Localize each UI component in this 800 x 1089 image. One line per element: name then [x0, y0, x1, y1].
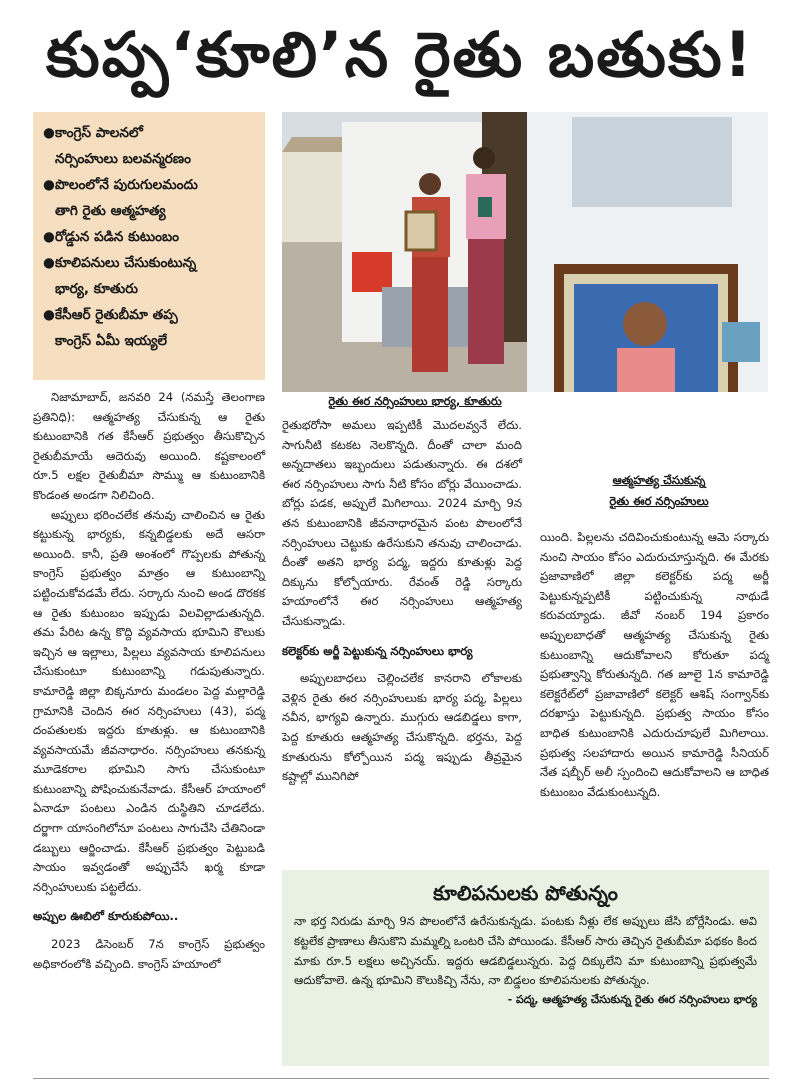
article-paragraph: 2023 డిసెంబర్ 7న కాంగ్రెస్ ప్రభుత్వం అధికారంలోకి వచ్చింది. కాంగ్రెస్ హయాంలో — [33, 937, 265, 971]
photo-illustration — [282, 112, 768, 392]
article-paragraph: నిజామాబాద్, జనవరి 24 (నమస్తే తెలంగాణ ప్రతినిధి): ఆత్మహత్య చేసుకున్న ఆ రైతు కుటుంబానికి గత కేసీఆర్ ప్రభుత్వం తీసుకొచ్చిన రైతుబీమాయే ఆదెరువు అయింది. కష్టకాలంలో రూ.5 లక్షల రైతుబీమా సొమ్ము ఆ కుటుంబానికి కొండంత అండగా నిలిచింది. — [33, 390, 265, 502]
quote-text: నా భర్త నిరుడు మార్చి 9న పొలంలోనే ఉరేసుకున్నడు. పంటకు నీళ్లు లేక అప్పులు జేసి బోర్లేసిండు. అవి కట్టలేక ప్రాణాలు తీసుకొని మమ్మల్ని ఒంటరి చేసి పోయిండు. కేసీఆర్ సారు తెచ్చిన రైతుబీమా పథకం కింద మాకు రూ.5 లక్షలు అచ్చినయ్. ఇద్దరు ఆడబిడ్డలున్నరు. పెద్ద దిక్కులేని మా కుటుంబాన్ని ప్రభుత్వమే ఆదుకోవాలె. ఉన్న భూమిని కౌలుకిచ్చి నేను, నా బిడ్డలం కూలిపనులకు పోతున్నం. — [294, 914, 757, 988]
quote-title: కూలిపనులకు పోతున్నం — [433, 881, 618, 905]
highlights-box — [33, 112, 265, 380]
news-photo — [282, 112, 768, 392]
photo-caption-family: రైతు ఈర నర్సింహులు భార్య, కూతురు — [328, 394, 502, 408]
article-subheading: కలెక్టర్‌కు అర్జీ పెట్టుకున్న నర్సింహులు భార్య — [282, 643, 473, 658]
highlight-line: ●కేసీఆర్ రైతుబీమా తప్ప — [43, 302, 257, 328]
bullet-icon: ● — [43, 125, 55, 141]
bullet-icon: ● — [43, 177, 55, 193]
article-column-1 — [33, 388, 265, 1060]
headline: కుప్ప‘కూలి’న రైతు బతుకు! — [45, 18, 755, 91]
article-paragraph: రైతుభరోసా అమలు ఇప్పటికీ మొదలవ్వనే లేదు. సాగునీటి కటకట నెలకొన్నది. దీంతో చాలా మంది అన్నదాతలు ఇబ్బందులు పడుతున్నారు. ఈ దశలో ఈర నర్సింహులు సాగు నీటి కోసం బోర్లు వేయించాడు. బోర్లు పడక, అప్పులే మిగిలాయి. 2024 మార్చి 9న తన కుటుంబానికి జీవనాధారమైన పంట పొలంలోనే నర్సింహులు చెట్టుకు ఉరేసుకుని తనువు చాలించాడు. దీంతో అతని భార్య పద్మ, ఇద్దరు కూతుళ్లు పెద్ద దిక్కును కోల్పోయారు. రేవంత్ రెడ్డి సర్కారు హయాంలోనే ఈర నర్సింహులు ఆత్మహత్య చేసుకున్నాడు. — [282, 418, 522, 628]
highlight-line: తాగి రైతు ఆత్మహత్య — [55, 203, 166, 219]
bullet-icon: ● — [43, 255, 55, 271]
article-paragraph: యింది. పిల్లలను చదివించుకుంటున్న ఆమె సర్కారు నుంచి సాయం కోసం ఎదురుచూస్తున్నది. ఈ మేరకు ప్రజావాణిలో జిల్లా కలెక్టర్‌కు పద్మ అర్జీ పెట్టుకున్నప్పటికీ పట్టించుకున్న నాథుడే కరువయ్యాడు. జీవో నంబర్ 194 ప్రకారం అప్పులబాధతో ఆత్మహత్య చేసుకున్న రైతు కుటుంబాన్ని ఆదుకోవాలని కోరుతూ పద్మ ప్రభుత్వాన్ని కోరుతున్నది. గత జూలై 1న కామారెడ్డి కలెక్టరేట్‌లో ప్రజావాణిలో కలెక్టర్ ఆశిష్ సంగ్వాన్‌కు దరఖాస్తు పెట్టుకున్నది. ప్రభుత్వ సాయం కోసం బాధిత కుటుంబానికి ఎదురుచూపులే మిగిలాయి. ప్రభుత్వ సలహాదారు అయిన కామారెడ్డి సీనియర్ నేత షబ్బీర్ అలీ స్పందించి ఆదుకోవాలని ఆ బాధిత కుటుంబం వేడుకుంటున్నది. — [540, 530, 769, 799]
article-column-2 — [282, 416, 522, 860]
highlight-line: కాంగ్రెస్ ఏమీ ఇయ్యలే — [55, 333, 168, 349]
article-paragraph: అప్పులు భరించలేక తనువు చాలించిన ఆ రైతు కట్టుకున్న భార్యకు, కన్నబిడ్డలకు అదే ఆసరా అయింది. కానీ, ప్రతి అంశంలో గొప్పలకు పోతున్న కాంగ్రెస్ ప్రభుత్వం మాత్రం ఆ కుటుంబాన్ని పట్టించుకోవడమే లేదు. సర్కారు నుంచి అండ దొరకక ఆ రైతు కుటుంబం ఇప్పుడు విలవిల్లాడుతున్నది. తమ పేరిట ఉన్న కొద్ది వ్యవసాయ భూమిని కౌలుకు ఇచ్చిన ఆ ఇల్లాలు, పిల్లలు వ్యవసాయ కూలిపనులు చేసుకుంటూ కుటుంబాన్ని గడుపుతున్నారు. కామారెడ్డి జిల్లా బిక్కనూరు మండలం పెద్ద మల్లారెడ్డి గ్రామానికి చెందిన ఈర నర్సింహులు (43), పద్మ దంపతులకు ఇద్దరు కూతుళ్లు. ఆ కుటుంబానికి వ్యవసాయమే జీవనాధారం. నర్సింహులు తనకున్న మూడెకరాల భూమిని సాగు చేసుకుంటూ కుటుంబాన్ని పోషించుకునేవాడు. కేసీఆర్ హయాంలో ఏనాడూ పంటలు ఎండిన దుస్థితిని చూడలేదు. దర్జాగా యాసంగిలోనూ పంటలు సాగుచేసి చేతినిండా డబ్బులు ఆర్జించాడు. కేసీఆర్ ప్రభుత్వం పెట్టుబడి సాయం ఇవ్వడంతో అప్పుచేసే ఖర్మ కూడా నర్సింహులుకు పట్టలేదు. — [33, 507, 265, 894]
highlight-line: ●కాంగ్రెస్ పాలనలో — [43, 120, 257, 146]
bullet-icon: ● — [43, 229, 55, 245]
article-column-3 — [540, 528, 769, 860]
highlight-line: నర్సింహులు బలవన్మరణం — [55, 151, 191, 167]
highlight-line: ●రోడ్డున పడిన కుటుంబం — [43, 224, 257, 250]
article-subheading: అప్పుల ఊబిలో కూరుకుపోయి.. — [33, 909, 179, 924]
highlight-line: భార్య, కూతురు — [55, 281, 138, 297]
article-paragraph: అప్పులబాధలు చెల్లించలేక కానరాని లోకాలకు వెళ్లిన రైతు ఈర నర్సింహులుకు భార్య పద్మ, పిల్లలు నవీన, భాగ్యవి ఉన్నారు. ముగ్గురు ఆడబిడ్డలు కాగా, పెద్ద కూతురు ఆత్మహత్య చేసుకొన్నది. భర్తను, పెద్ద కూతురును కోల్పోయిన పద్మ ఇప్పుడు తీవ్రమైన కష్టాల్లో మునిగిపో — [282, 671, 522, 784]
quote-attribution: - పద్మ, ఆత్మహత్య చేసుకున్న రైతు ఈర నర్సింహులు భార్య — [507, 993, 757, 1007]
bullet-icon: ● — [43, 307, 55, 323]
bottom-divider — [33, 1078, 769, 1079]
highlight-line: ●కూలిపనులు చేసుకుంటున్న — [43, 250, 257, 276]
highlight-line: ●పొలంలోనే పురుగులమందు — [43, 172, 257, 198]
photo-caption-frame: ఆత్మహత్య చేసుకున్న రైతు ఈర నర్సింహులు — [609, 473, 709, 508]
quote-box — [282, 870, 769, 1066]
